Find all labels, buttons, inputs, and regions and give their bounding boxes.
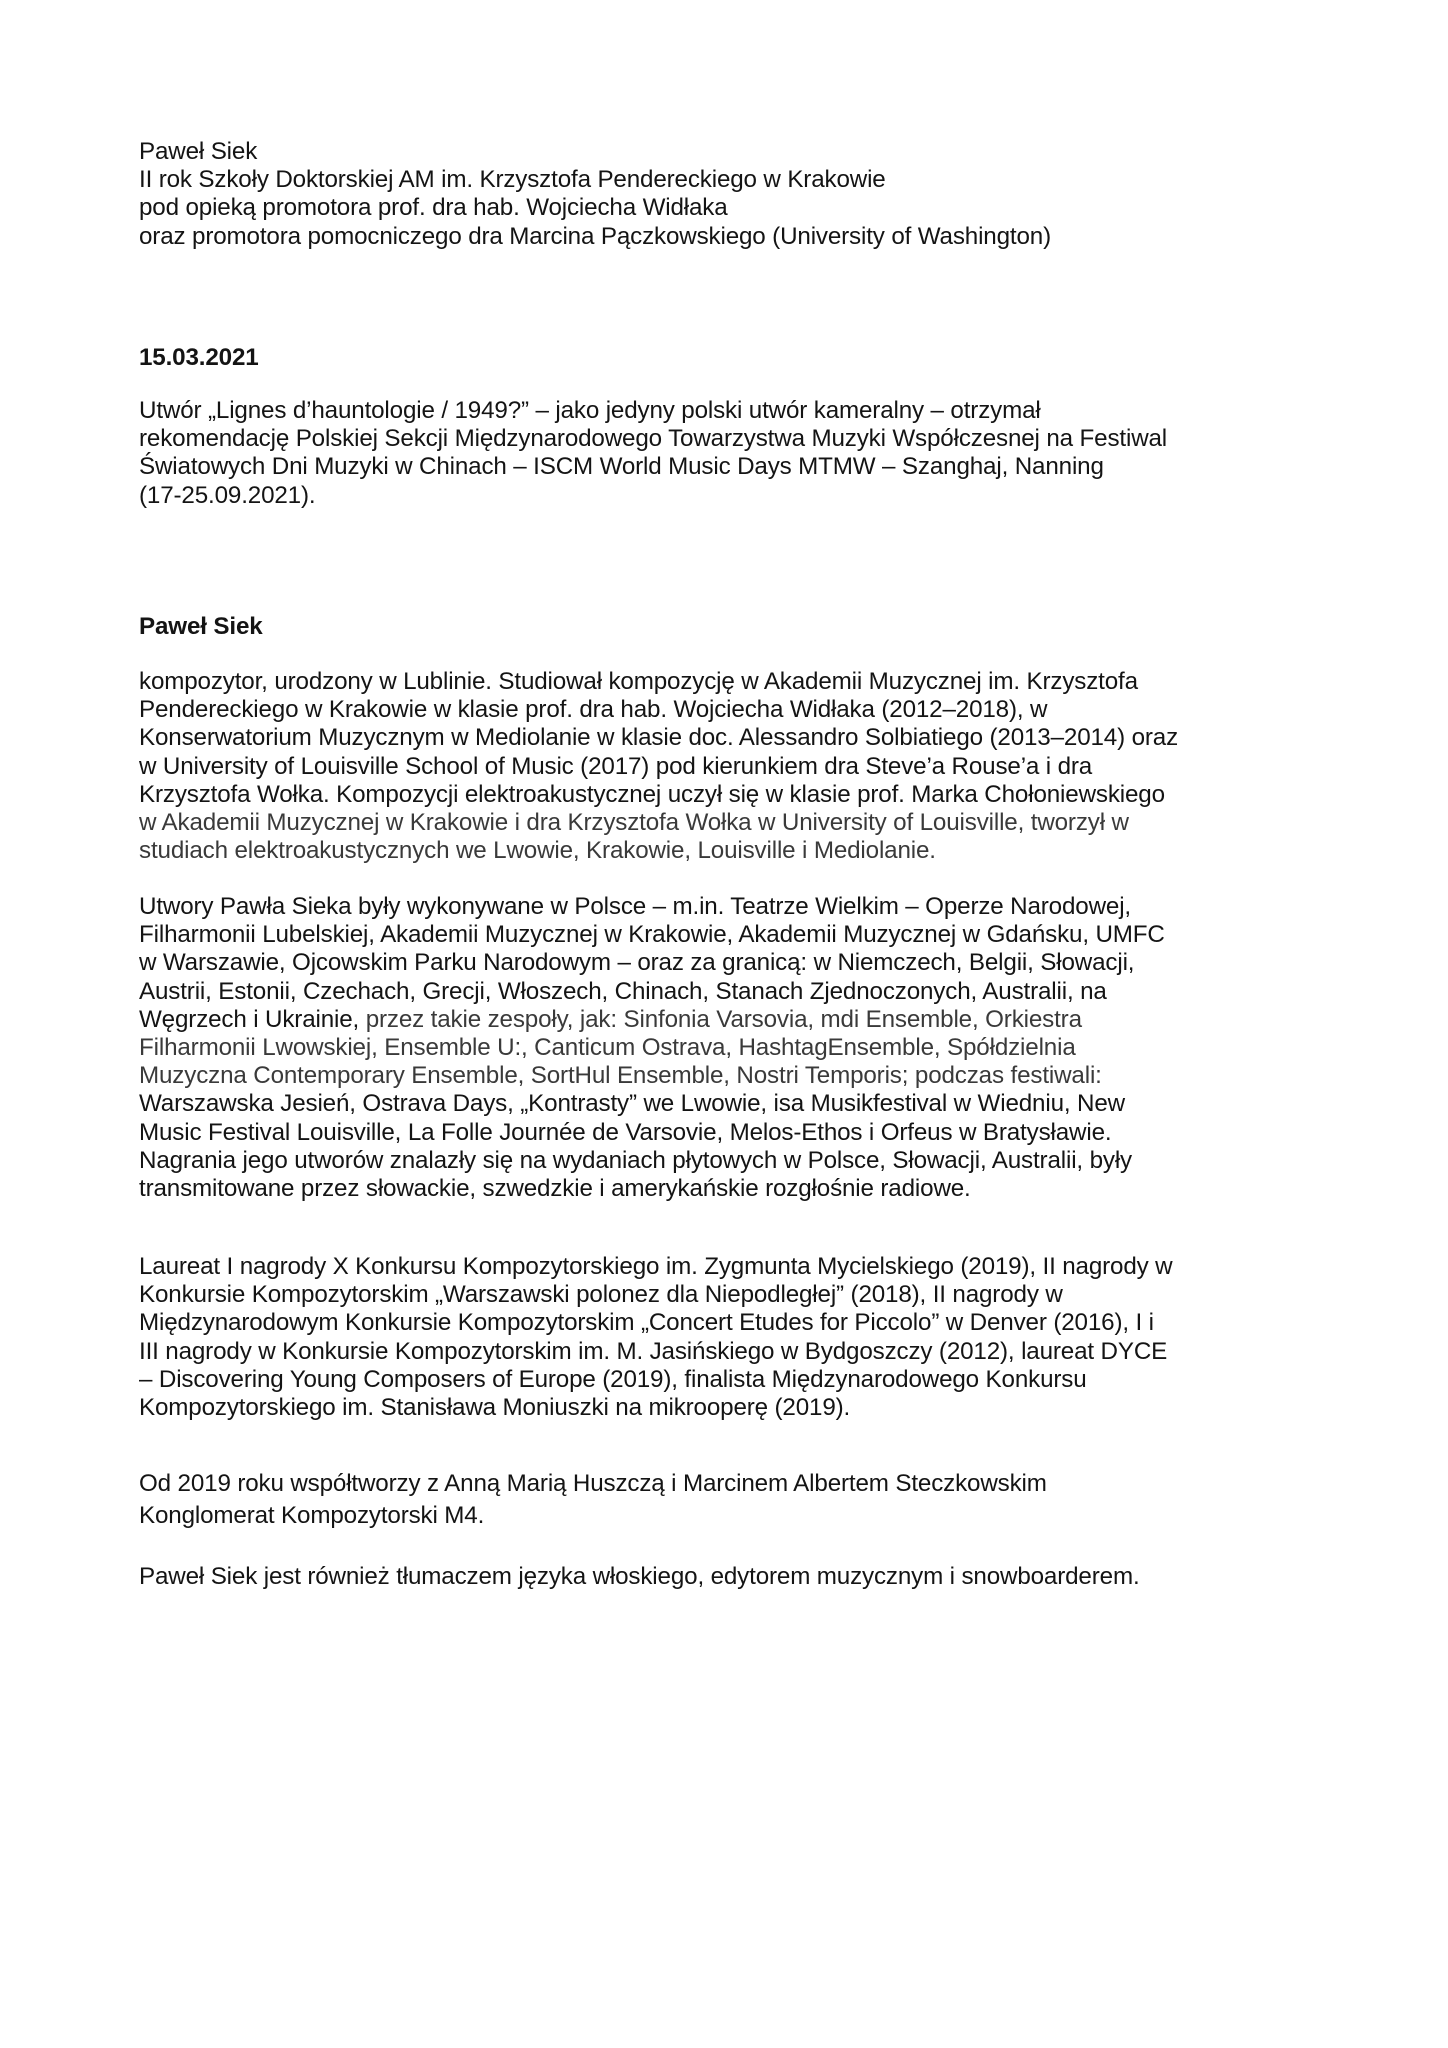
bio-paragraph-performances [139, 893, 1319, 1203]
bio-heading: Paweł Siek [139, 613, 263, 640]
bio-line: – Discovering Young Composers of Europe (2019), finalista Międzynarodowego Konkursu [139, 1365, 1087, 1393]
announcement-line: (17-25.09.2021). [139, 481, 316, 509]
announcement-paragraph [139, 397, 1319, 510]
bio-line: Konkursie Kompozytorskim „Warszawski polonez dla Niepodległej” (2018), II nagrody w [139, 1281, 1063, 1309]
bio-paragraph-other [139, 1563, 1319, 1591]
bio-line: Od 2019 roku współtworzy z Anną Marią Huszczą i Marcinem Albertem Steczkowskim [139, 1470, 1047, 1497]
header-supervisor: pod opieką promotora prof. dra hab. Wojciecha Widłaka [139, 194, 728, 222]
header-doctoral-school: II rok Szkoły Doktorskiej AM im. Krzysztofa Pendereckiego w Krakowie [139, 166, 886, 194]
bio-paragraph-collective [139, 1468, 1319, 1532]
bio-line: Paweł Siek jest również tłumaczem języka włoskiego, edytorem muzycznym i snowboarderem. [139, 1563, 1140, 1590]
bio-line: w Warszawie, Ojcowskim Parku Narodowym – oraz za granicą: w Niemczech, Belgii, Słowacji, [139, 949, 1135, 977]
bio-line: Filharmonii Lwowskiej, Ensemble U:, Canticum Ostrava, HashtagEnsemble, Spółdzielnia [139, 1034, 1076, 1062]
bio-line: Muzyczna Contemporary Ensemble, SortHul Ensemble, Nostri Temporis; podczas festiwali: [139, 1062, 1102, 1090]
bio-line: Music Festival Louisville, La Folle Journée de Varsovie, Melos-Ethos i Orfeus w Bratysławie. [139, 1118, 1112, 1146]
header-assistant-supervisor: oraz promotora pomocniczego dra Marcina Pączkowskiego (University of Washington) [139, 222, 1051, 250]
bio-line-segment-gray: przez takie zespoły, jak: Sinfonia Varsovia, mdi Ensemble, Orkiestra [359, 1005, 1082, 1033]
bio-line: w University of Louisville School of Music (2017) pod kierunkiem dra Steve’a Rouse’a i dra [139, 752, 1093, 780]
bio-line: Konserwatorium Muzycznym w Mediolanie w klasie doc. Alessandro Solbiatiego (2013–2014) oraz [139, 724, 1179, 752]
announcement-date: 15.03.2021 [139, 344, 259, 371]
bio-line: Utwory Pawła Sieka były wykonywane w Polsce – m.in. Teatrze Wielkim – Operze Narodowej, [139, 893, 1132, 920]
announcement-line: Utwór „Lignes d’hauntologie / 1949?” – jako jedyny polski utwór kameralny – otrzymał [139, 397, 1041, 424]
announcement-line: Światowych Dni Muzyki w Chinach – ISCM World Music Days MTMW – Szanghaj, Nanning [139, 453, 1104, 481]
bio-line: Austrii, Estonii, Czechach, Grecji, Włoszech, Chinach, Stanach Zjednoczonych, Australii, na [139, 977, 1107, 1005]
bio-line: Międzynarodowym Konkursie Kompozytorskim „Concert Etudes for Piccolo” w Denver (2016), I i [139, 1309, 1154, 1337]
bio-paragraph-education [139, 668, 1319, 865]
bio-line: Laureat I nagrody X Konkursu Kompozytorskiego im. Zygmunta Mycielskiego (2019), II nagrody w [139, 1253, 1173, 1280]
header-author-name: Paweł Siek [139, 138, 258, 165]
bio-line [139, 1006, 1319, 1034]
bio-line: kompozytor, urodzony w Lublinie. Studiował kompozycję w Akademii Muzycznej im. Krzysztofa [139, 668, 1138, 695]
bio-line: III nagrody w Konkursie Kompozytorskim im. M. Jasińskiego w Bydgoszczy (2012), laureat DYCE [139, 1337, 1168, 1365]
bio-line: Krzysztofa Wołka. Kompozycji elektroakustycznej uczył się w klasie prof. Marka Chołoniewskiego [139, 780, 1165, 808]
bio-line: Filharmonii Lubelskiej, Akademii Muzycznej w Krakowie, Akademii Muzycznej w Gdańsku, UMFC [139, 921, 1165, 949]
bio-line: transmitowane przez słowackie, szwedzkie i amerykańskie rozgłośnie radiowe. [139, 1175, 971, 1203]
bio-line: Pendereckiego w Krakowie w klasie prof. dra hab. Wojciecha Widłaka (2012–2018), w [139, 696, 1048, 724]
bio-line: Nagrania jego utworów znalazły się na wydaniach płytowych w Polsce, Słowacji, Australii, były [139, 1146, 1132, 1174]
bio-line: studiach elektroakustycznych we Lwowie, Krakowie, Louisville i Mediolanie. [139, 837, 936, 865]
bio-line-segment: Węgrzech i Ukrainie, [139, 1005, 360, 1033]
announcement-line: rekomendację Polskiej Sekcji Międzynarodowego Towarzystwa Muzyki Współczesnej na Festiwal [139, 425, 1168, 453]
bio-paragraph-awards [139, 1253, 1319, 1422]
bio-line: w Akademii Muzycznej w Krakowie i dra Krzysztofa Wołka w University of Louisville, tworzył w [139, 809, 1129, 837]
bio-line: Kompozytorskiego im. Stanisława Moniuszki na mikrooperę (2019). [139, 1394, 851, 1422]
author-header [139, 138, 1319, 251]
bio-line: Warszawska Jesień, Ostrava Days, „Kontrasty” we Lwowie, isa Musikfestival w Wiedniu, New [139, 1090, 1125, 1118]
bio-line: Konglomerat Kompozytorski M4. [139, 1502, 485, 1529]
